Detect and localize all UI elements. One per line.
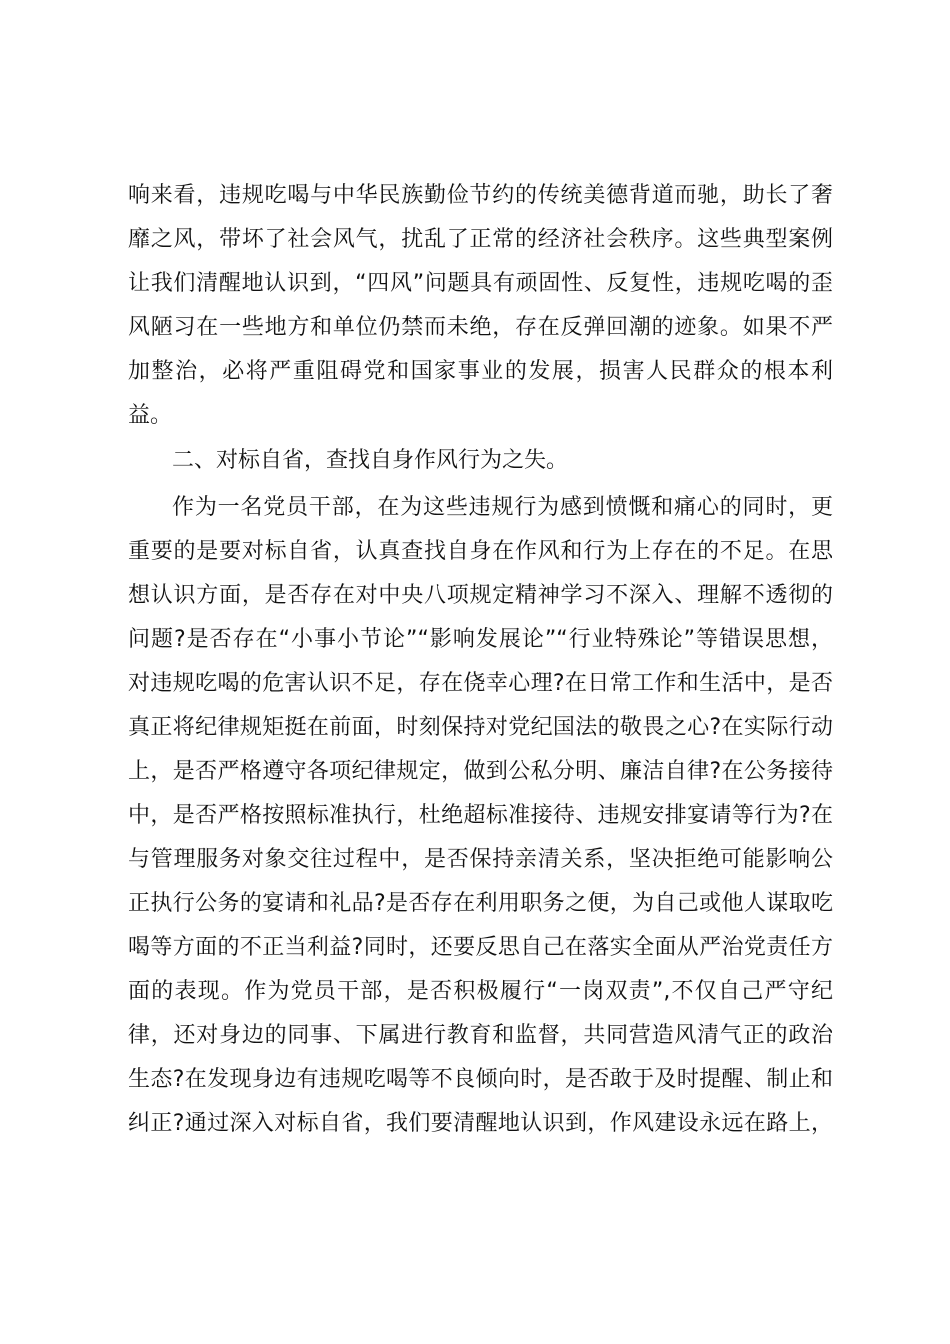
text-line: 想认识方面，是否存在对中央八项规定精神学习不深入、理解不透彻的: [128, 583, 833, 608]
text-line: 中，是否严格按照标准执行，杜绝超标准接待、违规安排宴请等行为?在: [128, 803, 833, 828]
text-line: 对违规吃喝的危害认识不足，存在侥幸心理?在日常工作和生活中，是否: [128, 671, 833, 696]
text-line: 作为一名党员干部，在为这些违规行为感到愤慨和痛心的同时，更: [172, 495, 833, 520]
section-heading: 二、对标自省，查找自身作风行为之失。: [172, 448, 569, 473]
text-line: 靡之风，带坏了社会风气，扰乱了正常的经济社会秩序。这些典型案例: [128, 227, 833, 252]
text-line: 喝等方面的不正当利益?同时，还要反思自己在落实全面从严治党责任方: [128, 935, 833, 960]
text-line: 正执行公务的宴请和礼品?是否存在利用职务之便，为自己或他人谋取吃: [128, 891, 833, 916]
text-line: 问题?是否存在“小事小节论”“影响发展论”“行业特殊论”等错误思想，: [128, 627, 833, 652]
text-line: 纠正?通过深入对标自省，我们要清醒地认识到，作风建设永远在路上，: [128, 1111, 833, 1136]
text-line: 上，是否严格遵守各项纪律规定，做到公私分明、廉洁自律?在公务接待: [128, 759, 833, 784]
text-line: 律，还对身边的同事、下属进行教育和监督，共同营造风清气正的政治: [128, 1023, 833, 1048]
text-line: 益。: [128, 403, 173, 428]
text-line: 让我们清醒地认识到，“四风”问题具有顽固性、反复性，违规吃喝的歪: [128, 271, 833, 296]
text-line: 加整治，必将严重阻碍党和国家事业的发展，损害人民群众的根本利: [128, 359, 833, 384]
text-line: 生态?在发现身边有违规吃喝等不良倾向时，是否敢于及时提醒、制止和: [128, 1067, 833, 1092]
text-line: 响来看，违规吃喝与中华民族勤俭节约的传统美德背道而驰，助长了奢: [128, 183, 833, 208]
text-line: 与管理服务对象交往过程中，是否保持亲清关系，坚决拒绝可能影响公: [128, 847, 833, 872]
text-line: 面的表现。作为党员干部，是否积极履行“一岗双责”,不仅自己严守纪: [128, 979, 833, 1004]
text-line: 风陋习在一些地方和单位仍禁而未绝，存在反弹回潮的迹象。如果不严: [128, 315, 833, 340]
text-line: 重要的是要对标自省，认真查找自身在作风和行为上存在的不足。在思: [128, 539, 833, 564]
text-line: 真正将纪律规矩挺在前面，时刻保持对党纪国法的敬畏之心?在实际行动: [128, 715, 833, 740]
